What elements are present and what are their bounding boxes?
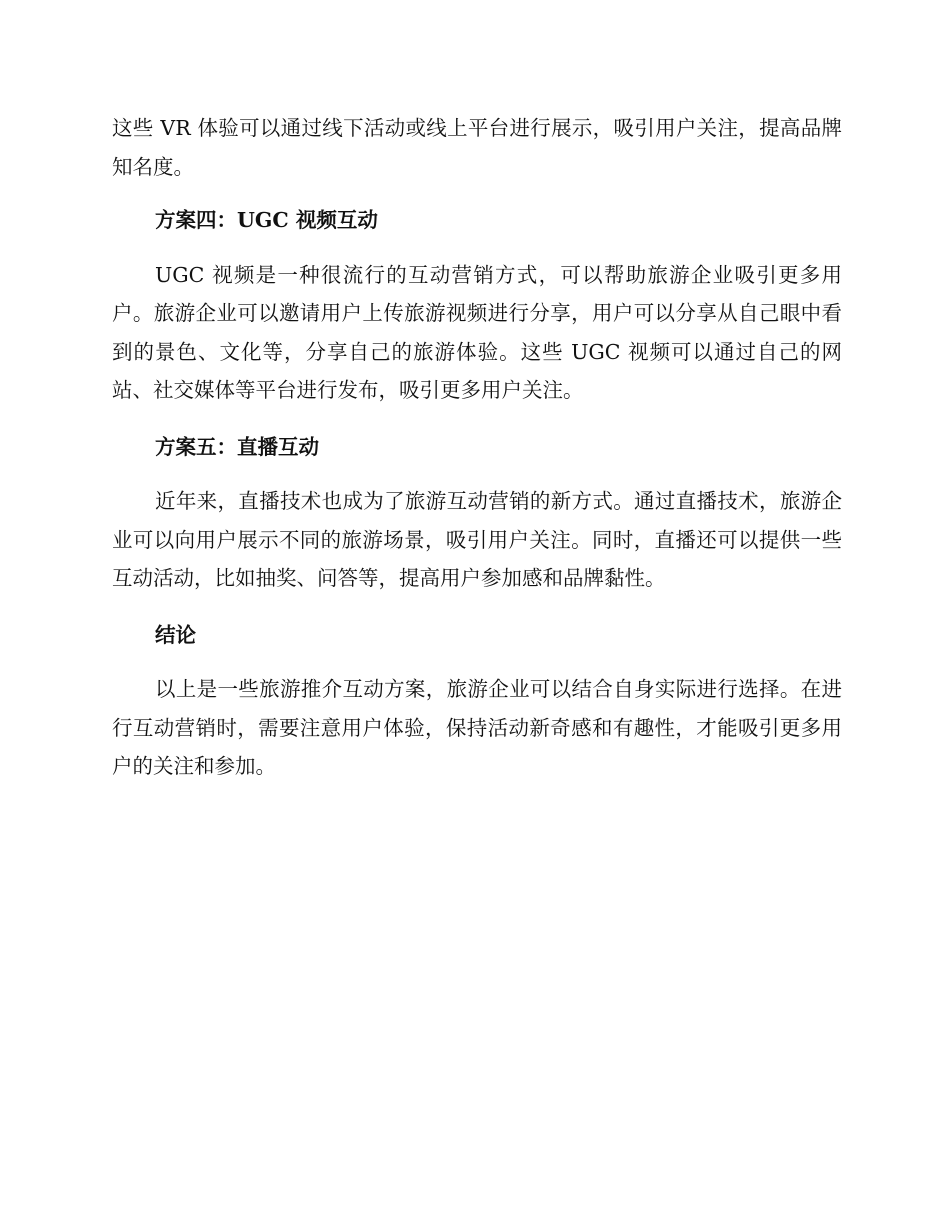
heading-option-five: 方案五：直播互动 bbox=[155, 434, 319, 459]
paragraph-conclusion: 以上是一些旅游推介互动方案，旅游企业可以结合自身实际进行选择。在进行互动营销时，需要注意用户体验，保持活动新奇感和有趣性，才能吸引更多用户的关注和参加。 bbox=[112, 677, 842, 778]
heading-conclusion: 结论 bbox=[155, 622, 196, 647]
document-body bbox=[112, 109, 842, 804]
paragraph-vr-continuation: 这些 VR 体验可以通过线下活动或线上平台进行展示，吸引用户关注，提高品牌知名度。 bbox=[112, 116, 842, 179]
heading-option-four: 方案四：UGC 视频互动 bbox=[155, 208, 378, 232]
paragraph-live-streaming: 近年来，直播技术也成为了旅游互动营销的新方式。通过直播技术，旅游企业可以向用户展示不同的旅游场景，吸引用户关注。同时，直播还可以提供一些互动活动，比如抽奖、问答等，提高用户参加感和品牌黏性。 bbox=[112, 489, 842, 590]
paragraph-ugc-video: UGC 视频是一种很流行的互动营销方式，可以帮助旅游企业吸引更多用户。旅游企业可以邀请用户上传旅游视频进行分享，用户可以分享从自己眼中看到的景色、文化等，分享自己的旅游体验。这些 UGC 视频可以通过自己的网站、社交媒体等平台进行发布，吸引更多用户关注。 bbox=[112, 262, 842, 402]
